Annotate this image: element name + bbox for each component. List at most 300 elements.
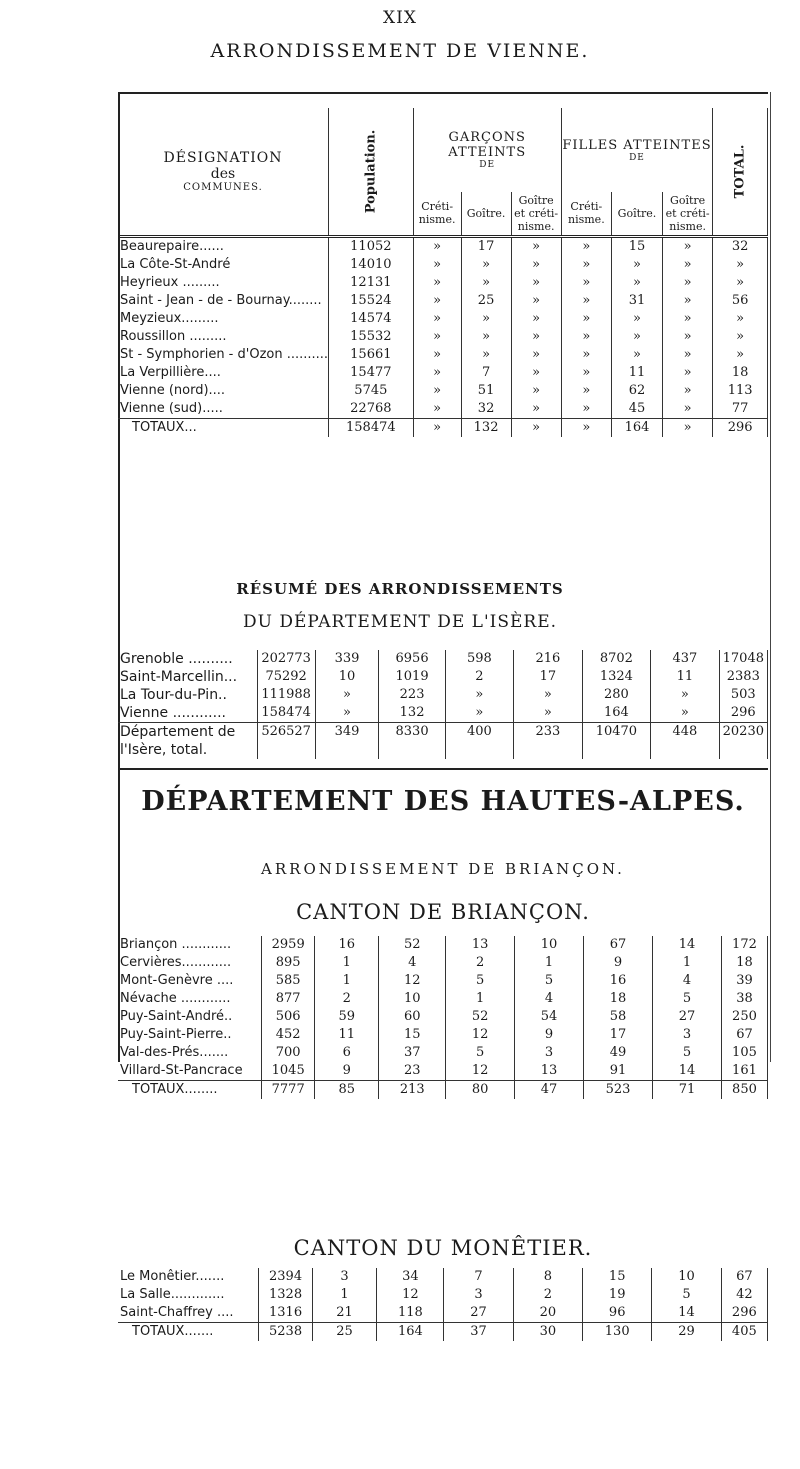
cell-g-goi: 10 — [379, 990, 446, 1008]
cell-f-both: » — [663, 382, 713, 400]
cell-g-goi: » — [461, 274, 511, 292]
cell-g-both: 5 — [446, 972, 515, 990]
cell-f-cret: 3 — [515, 1044, 584, 1062]
table-row — [118, 400, 768, 419]
cell-g-cret: 1 — [315, 972, 379, 990]
cell-f-goi: 96 — [583, 1304, 652, 1323]
cell-f-cret: 30 — [513, 1323, 582, 1342]
cell-g-goi: 52 — [379, 936, 446, 954]
row-name: TOTAUX........ — [118, 1081, 262, 1100]
cell-g-both: 5 — [446, 1044, 515, 1062]
table-row — [118, 382, 768, 400]
cell-f-both: 5 — [652, 990, 721, 1008]
cell-f-both: 437 — [651, 650, 719, 668]
dept-title: DÉPARTEMENT DES HAUTES-ALPES. — [141, 786, 745, 817]
cell-g-both: 37 — [444, 1323, 513, 1342]
cell-f-goi: 8702 — [582, 650, 650, 668]
cell-g-cret: 349 — [315, 723, 379, 760]
table-row — [118, 1062, 768, 1081]
cell-pop: 526527 — [257, 723, 315, 760]
cell-total: 18 — [713, 364, 768, 382]
cell-f-goi: 280 — [582, 686, 650, 704]
row-name: St - Symphorien - d'Ozon .......... — [120, 346, 329, 362]
cell-f-goi: 67 — [584, 936, 653, 954]
cell-g-goi: 25 — [461, 292, 511, 310]
cell-g-goi: 7 — [461, 364, 511, 382]
header-des-text: des — [210, 165, 236, 182]
cell-f-goi: » — [611, 328, 662, 346]
row-name: Puy-Saint-Pierre.. — [118, 1026, 262, 1044]
cell-f-goi: 10470 — [582, 723, 650, 760]
cell-f-cret: 4 — [515, 990, 584, 1008]
table-row — [118, 256, 768, 274]
cell-f-goi: » — [611, 346, 662, 364]
cell-g-goi: 34 — [377, 1268, 444, 1286]
canton2-title: CANTON DU MONÊTIER. — [293, 1236, 593, 1260]
row-name: Heyrieux ......... — [118, 274, 329, 292]
cell-g-cret: » — [413, 418, 461, 437]
row-name: TOTAUX....... — [118, 1323, 259, 1342]
cell-total: 172 — [721, 936, 767, 954]
cell-f-cret: » — [561, 364, 611, 382]
cell-g-both: » — [511, 274, 561, 292]
cell-g-cret: » — [413, 400, 461, 419]
cell-f-cret: 54 — [515, 1008, 584, 1026]
cell-pop: 15532 — [329, 328, 414, 346]
header-f-goitre: Goître. — [611, 192, 662, 236]
summary-table — [118, 650, 768, 759]
row-name: Névache ............ — [118, 990, 262, 1008]
cell-g-goi: » — [461, 346, 511, 364]
cell-g-both: 12 — [446, 1062, 515, 1081]
vienne-table — [118, 108, 768, 437]
cell-f-cret: » — [561, 328, 611, 346]
cell-pop: 11052 — [329, 236, 414, 256]
totals-row — [118, 1081, 768, 1100]
table-row — [118, 310, 768, 328]
cell-f-both: » — [663, 310, 713, 328]
cell-g-goi: 118 — [377, 1304, 444, 1323]
cell-f-goi: 62 — [611, 382, 662, 400]
cell-g-cret: » — [413, 328, 461, 346]
cell-pop: 14574 — [329, 310, 414, 328]
cell-pop: 158474 — [257, 704, 315, 723]
cell-g-cret: » — [413, 310, 461, 328]
row-name: Saint-Chaffrey .... — [118, 1304, 259, 1323]
row-name: La Verpillière.... — [118, 364, 329, 382]
cell-g-both: » — [511, 364, 561, 382]
cell-f-cret: 17 — [514, 668, 582, 686]
cell-g-cret: » — [413, 346, 461, 364]
cell-g-both: 2 — [446, 954, 515, 972]
row-name: Vienne (sud)..... — [118, 400, 329, 419]
cell-g-goi: 51 — [461, 382, 511, 400]
cell-f-both: 71 — [652, 1081, 721, 1100]
cell-g-both: 3 — [444, 1286, 513, 1304]
cell-g-both: » — [511, 310, 561, 328]
cell-g-goi: 32 — [461, 400, 511, 419]
cell-f-cret: » — [514, 704, 582, 723]
cell-f-goi: 45 — [611, 400, 662, 419]
cell-f-goi: 164 — [611, 418, 662, 437]
cell-f-cret: » — [561, 274, 611, 292]
cell-f-goi: 130 — [583, 1323, 652, 1342]
cell-f-cret: 13 — [515, 1062, 584, 1081]
header-designation — [118, 108, 329, 236]
cell-g-both: » — [445, 686, 513, 704]
cell-f-goi: 15 — [611, 236, 662, 256]
table-row — [118, 936, 768, 954]
cell-pop: 111988 — [257, 686, 315, 704]
table-row — [118, 328, 768, 346]
row-name: Mont-Genèvre .... — [118, 972, 262, 990]
cell-pop: 202773 — [257, 650, 315, 668]
cell-g-cret: » — [413, 364, 461, 382]
cell-total: 42 — [721, 1286, 767, 1304]
cell-f-cret: 2 — [513, 1286, 582, 1304]
cell-g-goi: 1019 — [379, 668, 445, 686]
header-designation-text: DÉSIGNATION — [163, 149, 283, 166]
totals-row — [118, 418, 768, 437]
canton1-table — [118, 936, 768, 1099]
cell-g-both: 80 — [446, 1081, 515, 1100]
cell-f-cret: 5 — [515, 972, 584, 990]
cell-g-cret: 1 — [315, 954, 379, 972]
table-row — [118, 1044, 768, 1062]
cell-f-both: » — [663, 328, 713, 346]
cell-total: » — [713, 274, 768, 292]
cell-f-both: 4 — [652, 972, 721, 990]
cell-g-goi: » — [461, 256, 511, 274]
cell-total: 77 — [713, 400, 768, 419]
cell-f-both: 14 — [652, 1062, 721, 1081]
cell-g-goi: » — [461, 310, 511, 328]
cell-pop: 452 — [262, 1026, 315, 1044]
cell-g-cret: » — [413, 236, 461, 256]
cell-pop: 5745 — [329, 382, 414, 400]
cell-pop: 506 — [262, 1008, 315, 1026]
cell-f-goi: 17 — [584, 1026, 653, 1044]
header-garcons-text: GARÇONS ATTEINTS — [448, 130, 527, 160]
cell-g-cret: 6 — [315, 1044, 379, 1062]
cell-g-goi: 12 — [377, 1286, 444, 1304]
cell-g-goi: 8330 — [379, 723, 445, 760]
summary-subtitle: DU DÉPARTEMENT DE L'ISÈRE. — [242, 612, 558, 632]
cell-pop: 15477 — [329, 364, 414, 382]
cell-f-cret: » — [561, 236, 611, 256]
cell-f-both: 5 — [652, 1044, 721, 1062]
row-name: Vienne ............ — [118, 704, 257, 723]
table-row — [118, 236, 768, 256]
row-name: Grenoble .......... — [118, 650, 257, 668]
header-f-cret: Créti- nisme. — [561, 192, 611, 236]
cell-total: 296 — [713, 418, 768, 437]
cell-pop: 895 — [262, 954, 315, 972]
header-communes-text: COMMUNES. — [183, 181, 263, 193]
header-f-both: Goître et créti- nisme. — [663, 192, 713, 236]
cell-total: 105 — [721, 1044, 767, 1062]
cell-pop: 1316 — [259, 1304, 312, 1323]
cell-f-both: 448 — [651, 723, 719, 760]
table-row — [118, 686, 768, 704]
section-title: ARRONDISSEMENT DE VIENNE. — [210, 40, 590, 62]
row-name: Le Monêtier....... — [118, 1268, 259, 1286]
cell-g-cret: » — [413, 382, 461, 400]
cell-total: 17048 — [719, 650, 767, 668]
cell-f-both: » — [663, 418, 713, 437]
cell-g-both: » — [511, 328, 561, 346]
cell-f-cret: 216 — [514, 650, 582, 668]
header-g-goitre: Goître. — [461, 192, 511, 236]
table-row — [118, 668, 768, 686]
table-row — [118, 1304, 768, 1323]
summary-bottom-rule — [118, 768, 768, 770]
cell-g-cret: 25 — [312, 1323, 377, 1342]
cell-pop: 22768 — [329, 400, 414, 419]
table-row — [118, 704, 768, 723]
cell-f-both: 14 — [652, 1304, 721, 1323]
cell-f-cret: » — [514, 686, 582, 704]
cell-total: » — [713, 328, 768, 346]
cell-total: 503 — [719, 686, 767, 704]
cell-total: 850 — [721, 1081, 767, 1100]
cell-g-cret: 339 — [315, 650, 379, 668]
cell-g-goi: 17 — [461, 236, 511, 256]
cell-f-cret: » — [561, 382, 611, 400]
cell-f-both: 3 — [652, 1026, 721, 1044]
cell-f-both: 14 — [652, 936, 721, 954]
cell-total: 18 — [721, 954, 767, 972]
arrondissement-title: ARRONDISSEMENT DE BRIANÇON. — [261, 860, 625, 878]
cell-g-cret: 2 — [315, 990, 379, 1008]
row-name: La Côte-St-André — [118, 256, 329, 274]
cell-f-cret: 233 — [514, 723, 582, 760]
table-row — [118, 1286, 768, 1304]
cell-g-goi: » — [461, 328, 511, 346]
cell-g-cret: 11 — [315, 1026, 379, 1044]
cell-f-cret: » — [561, 310, 611, 328]
cell-g-both: 7 — [444, 1268, 513, 1286]
cell-g-goi: 12 — [379, 972, 446, 990]
cell-f-both: » — [663, 274, 713, 292]
cell-f-both: 1 — [652, 954, 721, 972]
cell-f-cret: 10 — [515, 936, 584, 954]
cell-g-goi: 164 — [377, 1323, 444, 1342]
cell-g-both: » — [511, 236, 561, 256]
row-name: Département de l'Isère, total. — [118, 723, 257, 760]
row-name: Roussillon ......... — [118, 328, 329, 346]
row-name: Briançon ............ — [118, 936, 262, 954]
cell-f-both: 5 — [652, 1286, 721, 1304]
cell-pop: 14010 — [329, 256, 414, 274]
cell-pop: 5238 — [259, 1323, 312, 1342]
cell-g-both: » — [511, 256, 561, 274]
cell-g-goi: 4 — [379, 954, 446, 972]
cell-total: 32 — [713, 236, 768, 256]
cell-pop: 7777 — [262, 1081, 315, 1100]
row-name: Saint-Marcellin... — [118, 668, 257, 686]
row-name: Beaurepaire...... — [118, 236, 329, 256]
cell-total: 113 — [713, 382, 768, 400]
cell-g-cret: 59 — [315, 1008, 379, 1026]
table-row — [118, 364, 768, 382]
cell-total: 161 — [721, 1062, 767, 1081]
cell-g-both: 598 — [445, 650, 513, 668]
cell-total: 250 — [721, 1008, 767, 1026]
cell-pop: 15661 — [329, 346, 414, 364]
row-name: Villard-St-Pancrace — [118, 1062, 262, 1081]
row-name: TOTAUX... — [118, 418, 329, 437]
cell-pop: 2959 — [262, 936, 315, 954]
cell-f-goi: » — [611, 310, 662, 328]
cell-g-goi: 132 — [379, 704, 445, 723]
cell-total: 296 — [719, 704, 767, 723]
cell-f-goi: » — [611, 274, 662, 292]
cell-f-goi: 19 — [583, 1286, 652, 1304]
cell-f-both: » — [663, 346, 713, 364]
cell-f-goi: » — [611, 256, 662, 274]
cell-g-cret: » — [413, 274, 461, 292]
totals-row — [118, 1323, 768, 1342]
cell-g-cret: 9 — [315, 1062, 379, 1081]
cell-f-cret: 1 — [515, 954, 584, 972]
header-garcons — [413, 108, 561, 192]
cell-g-both: » — [445, 704, 513, 723]
row-name: Vienne (nord).... — [118, 382, 329, 400]
cell-f-both: » — [663, 236, 713, 256]
cell-f-cret: » — [561, 346, 611, 364]
table-row — [118, 1026, 768, 1044]
row-name: Meyzieux......... — [118, 310, 329, 328]
cell-f-goi: 523 — [584, 1081, 653, 1100]
cell-g-cret: 1 — [312, 1286, 377, 1304]
cell-g-cret: 21 — [312, 1304, 377, 1323]
table-row — [118, 346, 768, 364]
cell-total: » — [713, 346, 768, 364]
cell-total: » — [713, 256, 768, 274]
cell-f-both: » — [663, 292, 713, 310]
table-row — [118, 954, 768, 972]
header-filles-text: FILLES ATTEINTES — [562, 137, 712, 153]
header-population-text: Population. — [363, 129, 379, 214]
header-filles — [561, 108, 712, 192]
cell-f-goi: 18 — [584, 990, 653, 1008]
cell-g-both: » — [511, 400, 561, 419]
cell-g-both: » — [511, 418, 561, 437]
cell-total: 39 — [721, 972, 767, 990]
cell-g-both: » — [511, 382, 561, 400]
cell-f-goi: 31 — [611, 292, 662, 310]
cell-f-cret: 8 — [513, 1268, 582, 1286]
cell-g-both: 52 — [446, 1008, 515, 1026]
top-rule — [118, 92, 768, 94]
cell-g-cret: » — [315, 686, 379, 704]
cell-pop: 700 — [262, 1044, 315, 1062]
cell-total: 67 — [721, 1268, 767, 1286]
cell-g-cret: 85 — [315, 1081, 379, 1100]
cell-g-goi: 223 — [379, 686, 445, 704]
cell-g-goi: 213 — [379, 1081, 446, 1100]
cell-f-both: » — [663, 256, 713, 274]
page-number: XIX — [383, 8, 417, 28]
header-g-both: Goître et créti- nisme. — [511, 192, 561, 236]
cell-total: 67 — [721, 1026, 767, 1044]
cell-f-goi: 1324 — [582, 668, 650, 686]
table-row — [118, 990, 768, 1008]
row-name: Val-des-Prés....... — [118, 1044, 262, 1062]
cell-total: » — [713, 310, 768, 328]
cell-f-goi: 58 — [584, 1008, 653, 1026]
cell-total: 2383 — [719, 668, 767, 686]
cell-f-goi: 49 — [584, 1044, 653, 1062]
cell-g-goi: 60 — [379, 1008, 446, 1026]
cell-f-both: » — [663, 400, 713, 419]
cell-g-both: » — [511, 346, 561, 364]
cell-pop: 1045 — [262, 1062, 315, 1081]
cell-total: 405 — [721, 1323, 767, 1342]
canton2-table — [118, 1268, 768, 1341]
table-row — [118, 292, 768, 310]
cell-f-cret: » — [561, 256, 611, 274]
cell-g-both: 27 — [444, 1304, 513, 1323]
totals-row — [118, 723, 768, 760]
cell-g-goi: 6956 — [379, 650, 445, 668]
cell-g-cret: 3 — [312, 1268, 377, 1286]
cell-g-cret: » — [315, 704, 379, 723]
cell-f-goi: 16 — [584, 972, 653, 990]
cell-total: 20230 — [719, 723, 767, 760]
cell-g-cret: 10 — [315, 668, 379, 686]
cell-f-both: » — [663, 364, 713, 382]
cell-pop: 1328 — [259, 1286, 312, 1304]
cell-g-both: 2 — [445, 668, 513, 686]
cell-pop: 75292 — [257, 668, 315, 686]
cell-f-goi: 15 — [583, 1268, 652, 1286]
cell-g-both: 13 — [446, 936, 515, 954]
header-filles-de: DE — [629, 152, 645, 163]
cell-f-goi: 91 — [584, 1062, 653, 1081]
cell-f-both: 11 — [651, 668, 719, 686]
cell-total: 56 — [713, 292, 768, 310]
table-row — [118, 1008, 768, 1026]
cell-g-cret: » — [413, 292, 461, 310]
cell-f-goi: 164 — [582, 704, 650, 723]
header-total — [713, 108, 768, 236]
table-row — [118, 972, 768, 990]
cell-f-both: 27 — [652, 1008, 721, 1026]
cell-f-both: 29 — [652, 1323, 721, 1342]
cell-g-cret: 16 — [315, 936, 379, 954]
cell-g-both: 1 — [446, 990, 515, 1008]
header-garcons-de: DE — [479, 160, 496, 170]
canton1-title: CANTON DE BRIANÇON. — [296, 900, 590, 924]
table-row — [118, 1268, 768, 1286]
row-name: La Salle............. — [118, 1286, 259, 1304]
row-name: Puy-Saint-André.. — [118, 1008, 262, 1026]
cell-pop: 2394 — [259, 1268, 312, 1286]
cell-g-goi: 15 — [379, 1026, 446, 1044]
cell-g-goi: 23 — [379, 1062, 446, 1081]
cell-g-both: » — [511, 292, 561, 310]
cell-total: 38 — [721, 990, 767, 1008]
cell-pop: 877 — [262, 990, 315, 1008]
cell-pop: 15524 — [329, 292, 414, 310]
row-name: Saint - Jean - de - Bournay........ — [118, 292, 329, 310]
cell-total: 296 — [721, 1304, 767, 1323]
cell-f-both: » — [651, 704, 719, 723]
row-name: La Tour-du-Pin.. — [118, 686, 257, 704]
cell-g-goi: 132 — [461, 418, 511, 437]
